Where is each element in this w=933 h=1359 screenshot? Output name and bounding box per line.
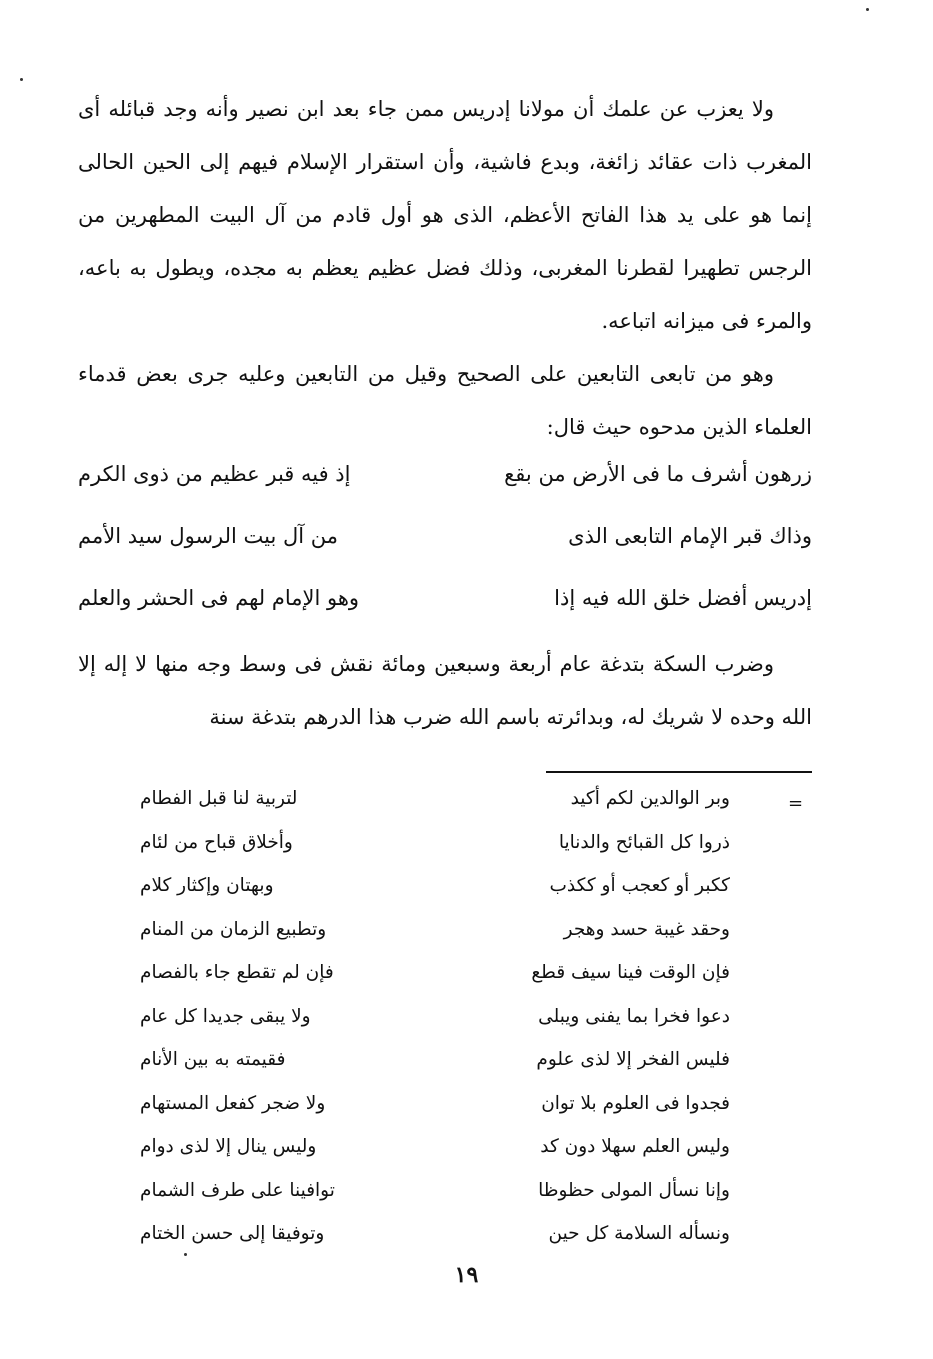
- footnote-separator: [546, 771, 812, 773]
- poem-zarhoun: [78, 462, 812, 648]
- footnote-second-hemistich: وليس ينال إلا لذى دوام: [140, 1136, 317, 1157]
- footnote-verse: [140, 1049, 730, 1093]
- verse-second-hemistich: وهو الإمام لهم فى الحشر والعلم: [78, 586, 360, 610]
- footnote-second-hemistich: فقيمته به بين الأنام: [140, 1049, 286, 1070]
- footnote-second-hemistich: وتطبيع الزمان من المنام: [140, 918, 327, 940]
- footnote-first-hemistich: فليس الفخر إلا لذى علوم: [536, 1049, 730, 1070]
- paragraph-tabi-status: وهو من تابعى التابعين على الصحيح وقيل من التابعين وعليه جرى بعض قدماء العلماء الذين مدحوه حيث قال:: [78, 362, 812, 439]
- paragraph-idris-origins: ولا يعزب عن علمك أن مولانا إدريس ممن جاء بعد ابن نصير وأنه وجد قبائله أى المغرب ذات عقائد زائغة، وبدع فاشية، وأن استقرار الإسلام فيهم إلى الحين الحالى إنما هو على يد هذا الفاتح الأعظم، الذى هو أول قادم من آل البيت المطهرين من الرجس تطهيرا لقطرنا المغربى، وذلك فضل عظيم يعظم به مجده، ويطول به باعه، والمرء فى ميزانه اتباعه.: [78, 97, 812, 333]
- footnote-continuation-marker: =: [788, 793, 804, 814]
- footnote-first-hemistich: ككبر أو كعجب أو ككذب: [549, 875, 730, 896]
- footnote-verse: [140, 919, 730, 963]
- footnote-second-hemistich: ولا ضجر كفعل المستهام: [140, 1092, 326, 1114]
- footnote-first-hemistich: دعوا فخرا بما يفنى ويبلى: [538, 1005, 730, 1027]
- footnote-first-hemistich: فإن الوقت فينا سيف قطع: [531, 962, 730, 983]
- footnote-first-hemistich: ذروا كل القبائح والدنايا: [558, 831, 730, 853]
- footnote-verse: [140, 832, 730, 876]
- footnote-verse: [140, 1223, 730, 1267]
- footnote-verse: [140, 1136, 730, 1180]
- scan-speck: [866, 8, 869, 11]
- footnote-first-hemistich: وإنا نسأل المولى حظوظا: [538, 1179, 730, 1201]
- footnote-verse: [140, 875, 730, 919]
- footnote-first-hemistich: فجدوا فى العلوم بلا توان: [541, 1092, 730, 1114]
- scan-speck: [20, 78, 23, 81]
- verse-second-hemistich: إذ فيه قبر عظيم من ذوى الكرم: [78, 462, 351, 486]
- footnote-verse: [140, 1180, 730, 1224]
- footnote-first-hemistich: وحقد غيبة حسد وهجر: [563, 918, 730, 940]
- footnote-poem: [140, 788, 730, 1267]
- verse-first-hemistich: إدريس أفضل خلق الله فيه إذا: [554, 586, 812, 610]
- paragraph-coinage: وضرب السكة بتدغة عام أربعة وسبعين ومائة نقش فى وسط وجه منها لا إله إلا الله وحده لا شريك له، وبدائرته باسم الله ضرب هذا الدرهم بتدغة سنة: [78, 652, 812, 729]
- footnote-verse: [140, 1093, 730, 1137]
- footnote-second-hemistich: وبهتان وإكثار كلام: [140, 875, 274, 896]
- footnote-second-hemistich: وأخلاق قباح من لئام: [140, 831, 293, 853]
- footnote-second-hemistich: توافينا على طرف الشمام: [140, 1179, 335, 1201]
- footnote-second-hemistich: فإن لم تقطع جاء بالفصام: [140, 962, 334, 983]
- footnote-first-hemistich: ونسأله السلامة كل حين: [548, 1223, 730, 1244]
- poem-verse: [78, 524, 812, 586]
- footnote-verse: [140, 1006, 730, 1050]
- footnote-second-hemistich: وتوفيقا إلى حسن الختام: [140, 1223, 325, 1244]
- footnote-verse: [140, 788, 730, 832]
- footnote-second-hemistich: ولا يبقى جديدا كل عام: [140, 1005, 311, 1027]
- footnote-second-hemistich: لتربية لنا قبل الفطام: [140, 788, 298, 809]
- footnote-first-hemistich: وبر الوالدين لكم أكيد: [570, 788, 730, 809]
- poem-verse: [78, 462, 812, 524]
- footnote-first-hemistich: وليس العلم سهلا دون كد: [540, 1136, 730, 1157]
- verse-second-hemistich: من آل بيت الرسول سيد الأمم: [78, 524, 339, 548]
- verse-first-hemistich: زرهون أشرف ما فى الأرض من بقع: [504, 462, 812, 486]
- page-number: ١٩: [454, 1262, 479, 1288]
- footnote-verse: [140, 962, 730, 1006]
- verse-first-hemistich: وذاك قبر الإمام التابعى الذى: [568, 524, 812, 548]
